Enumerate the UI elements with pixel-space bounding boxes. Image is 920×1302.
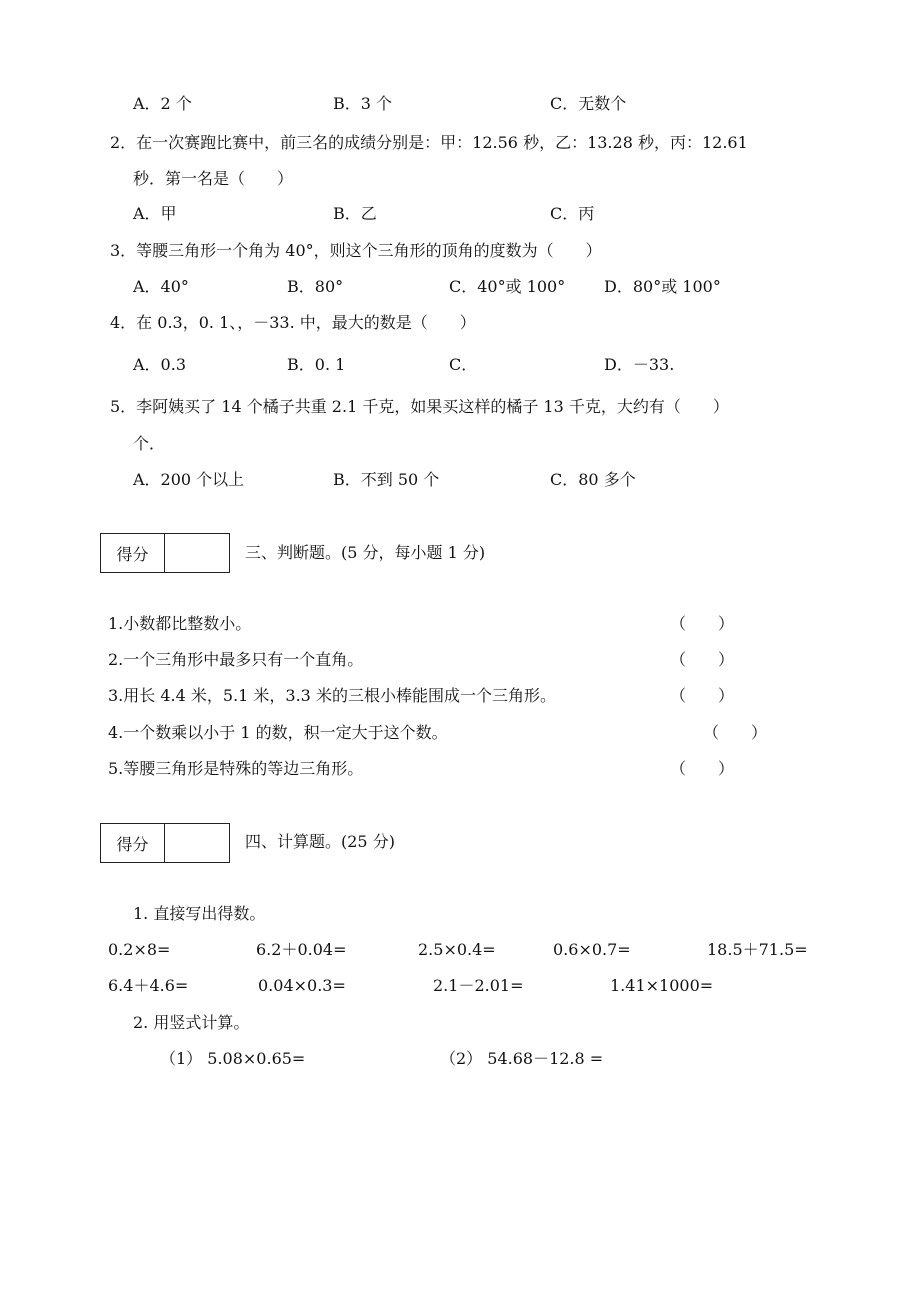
vertical-calc-1: （1） 5.08×0.65= (160, 1049, 306, 1068)
q4-option-c: C． (449, 355, 478, 374)
q3-option-d: D．80°或 100° (604, 277, 721, 296)
tf-item-paren: （ ） (670, 614, 735, 633)
q5-stem-line2: 个． (133, 434, 166, 453)
tf-item-text: 4.一个数乘以小于 1 的数，积一定大于这个数。 (108, 723, 448, 742)
section4-title: 四、计算题。(25 分) (245, 832, 395, 851)
q5-option-a: A．200 个以上 (133, 470, 245, 489)
q1-option-c: C．无数个 (550, 94, 627, 113)
section4-sub1: 1. 直接写出得数。 (133, 904, 266, 923)
q4-stem: 4．在 0.3，0. 1、，－33. 中，最大的数是（ ） (110, 313, 476, 332)
q2-option-b: B．乙 (333, 204, 377, 223)
calc-item: 1.41×1000= (610, 976, 714, 995)
score-label: 得分 (101, 824, 165, 862)
tf-item-text: 5.等腰三角形是特殊的等边三角形。 (108, 759, 364, 778)
calc-item: 18.5＋71.5= (707, 940, 808, 959)
q5-option-c: C．80 多个 (550, 470, 636, 489)
tf-item-paren: （ ） (670, 650, 735, 669)
calc-item: 0.2×8= (108, 940, 171, 959)
score-blank (165, 824, 229, 862)
q3-option-a: A．40° (133, 277, 189, 296)
q4-option-d: D．－33. (604, 355, 675, 374)
q4-option-a: A．0.3 (133, 355, 187, 374)
calc-item: 2.1－2.01= (433, 976, 524, 995)
calc-item: 6.4＋4.6= (108, 976, 189, 995)
q5-option-b: B．不到 50 个 (333, 470, 440, 489)
score-label: 得分 (101, 534, 165, 572)
tf-item-paren: （ ） (670, 686, 735, 705)
tf-item-text: 2.一个三角形中最多只有一个直角。 (108, 650, 364, 669)
section3-score-box (100, 533, 230, 573)
q3-option-b: B．80° (287, 277, 344, 296)
q3-option-c: C．40°或 100° (449, 277, 566, 296)
calc-item: 2.5×0.4= (418, 940, 496, 959)
q1-option-a: A．2 个 (133, 94, 192, 113)
section4-sub2: 2. 用竖式计算。 (133, 1013, 250, 1032)
tf-item-text: 1.小数都比整数小。 (108, 614, 252, 633)
vertical-calc-2: （2） 54.68－12.8 = (440, 1049, 604, 1068)
q2-stem-line1: 2．在一次赛跑比赛中，前三名的成绩分别是：甲：12.56 秒，乙：13.28 秒，丙：12.61 (110, 133, 748, 152)
calc-item: 6.2＋0.04= (256, 940, 347, 959)
section4-score-box (100, 823, 230, 863)
q4-option-b: B．0. 1 (287, 355, 346, 374)
q2-stem-line2: 秒．第一名是（ ） (133, 169, 294, 188)
tf-item-paren: （ ） (670, 759, 735, 778)
q3-stem: 3．等腰三角形一个角为 40°，则这个三角形的顶角的度数为（ ） (110, 241, 602, 260)
q5-stem-line1: 5．李阿姨买了 14 个橘子共重 2.1 千克，如果买这样的橘子 13 千克，大约有（ ） (110, 397, 729, 416)
calc-item: 0.04×0.3= (258, 976, 346, 995)
q1-option-b: B．3 个 (333, 94, 393, 113)
calc-item: 0.6×0.7= (553, 940, 631, 959)
q2-option-a: A．甲 (133, 204, 177, 223)
tf-item-text: 3.用长 4.4 米，5.1 米，3.3 米的三根小棒能围成一个三角形。 (108, 686, 556, 705)
tf-item-paren: （ ） (703, 723, 768, 742)
q2-option-c: C．丙 (550, 204, 595, 223)
section3-title: 三、判断题。(5 分，每小题 1 分) (245, 543, 486, 562)
score-blank (165, 534, 229, 572)
